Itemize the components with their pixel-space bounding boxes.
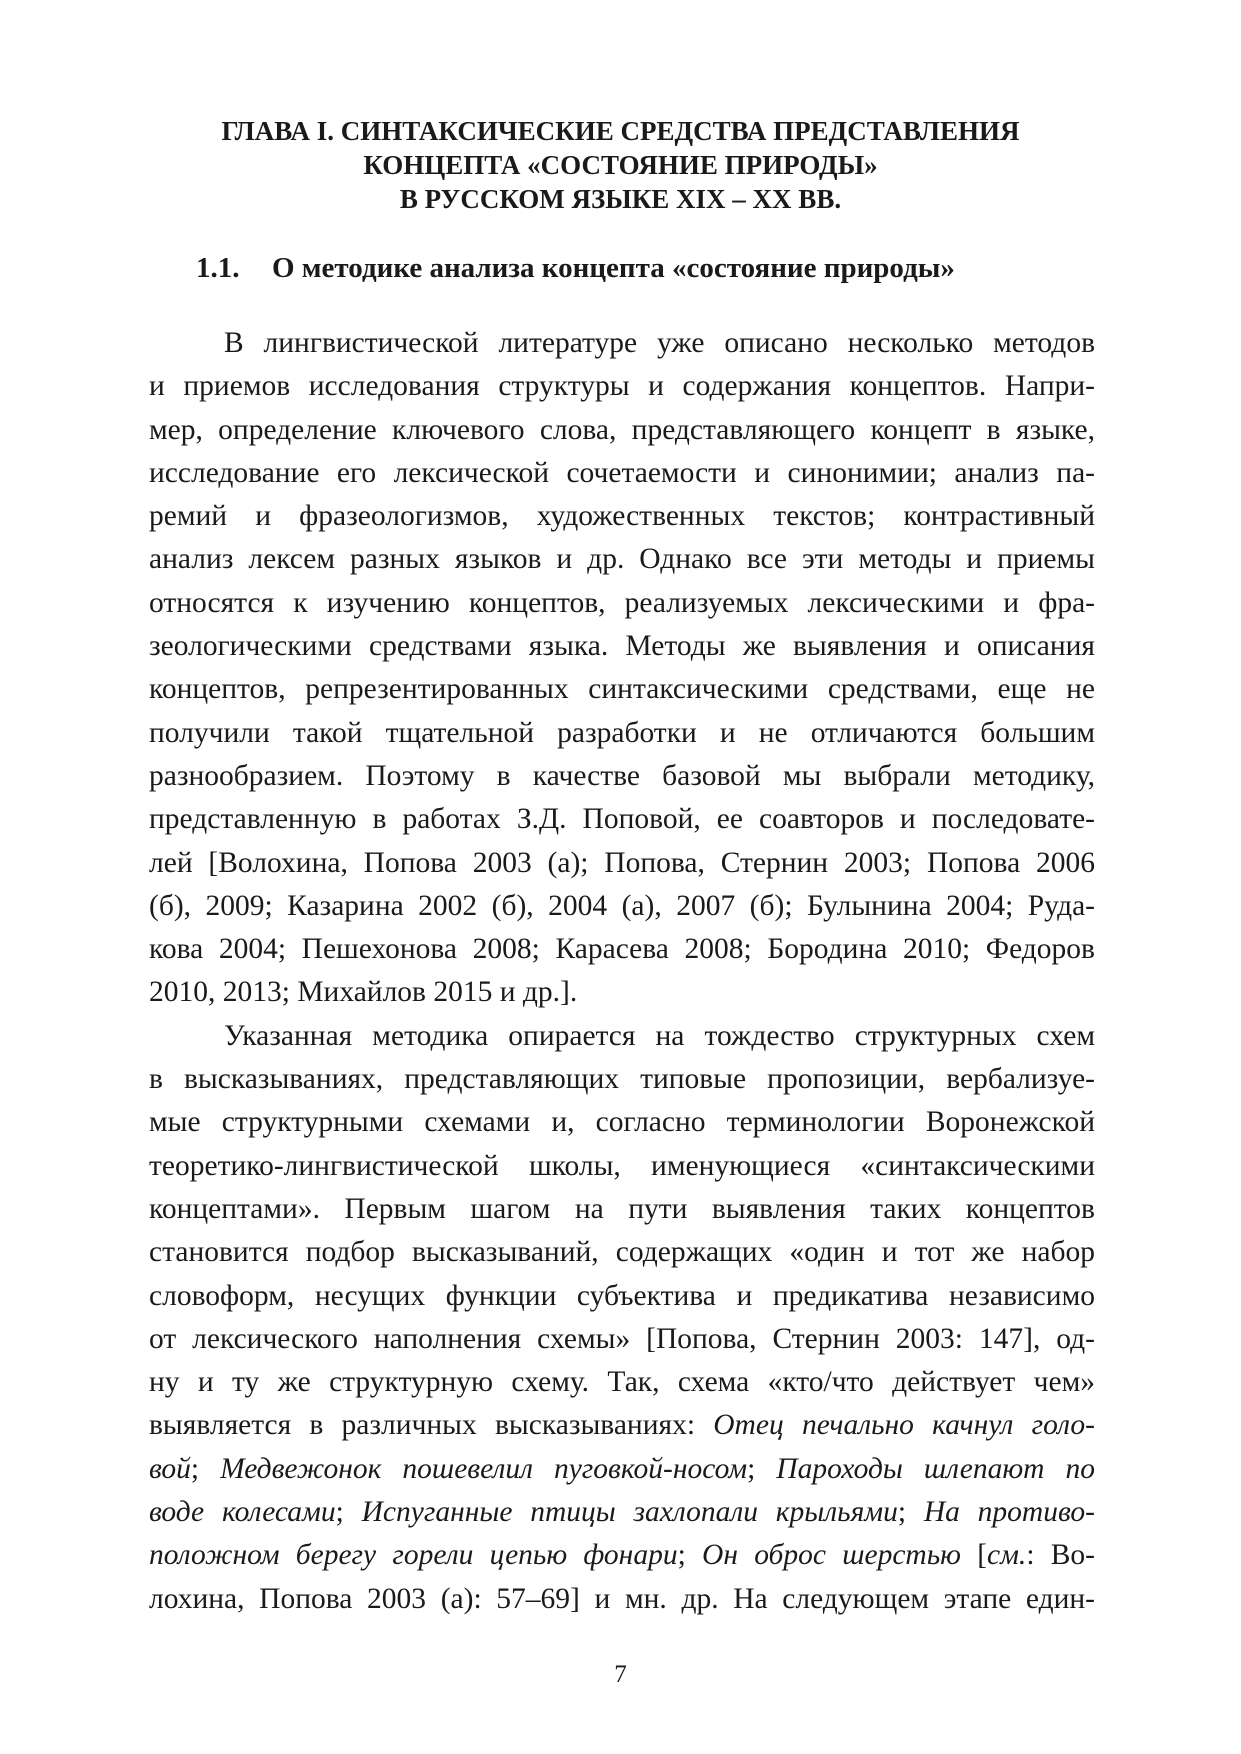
example-sentence: воде колесами bbox=[149, 1496, 336, 1529]
text-line: становится подбор высказываний, содержащих «один и тот же набор bbox=[149, 1236, 1095, 1269]
text-run: : Во- bbox=[1026, 1539, 1095, 1572]
text-line: разнообразием. Поэтому в качестве базовой мы выбрали методику, bbox=[149, 759, 1095, 792]
chapter-title-line: ГЛАВА I. СИНТАКСИЧЕСКИЕ СРЕДСТВА ПРЕДСТАВЛЕНИЯ bbox=[221, 116, 1020, 146]
chapter-title bbox=[140, 114, 1101, 216]
text-line bbox=[149, 1534, 1095, 1577]
text-line: получили такой тщательной разработки и не отличаются большим bbox=[149, 716, 1095, 749]
text-line: лей [Волохина, Попова 2003 (а); Попова, Стернин 2003; Попова 2006 bbox=[149, 846, 1095, 879]
example-sentence: вой bbox=[149, 1452, 191, 1485]
text-line: В лингвистической литературе уже описано несколько методов bbox=[224, 327, 1095, 359]
section-number: 1.1. bbox=[196, 252, 240, 284]
example-sentence: Отец печально качнул голо- bbox=[713, 1409, 1095, 1442]
text-line bbox=[149, 1448, 1095, 1491]
text-line: Указанная методика опирается на тождество структурных схем bbox=[224, 1019, 1095, 1052]
text-line: (б), 2009; Казарина 2002 (б), 2004 (а), 2007 (б); Булынина 2004; Руда- bbox=[149, 889, 1095, 922]
text-line: от лексического наполнения схемы» [Попова, Стернин 2003: 147], од- bbox=[149, 1322, 1095, 1355]
text-line: мер, определение ключевого слова, представляющего концепт в языке, bbox=[149, 413, 1095, 446]
text-run: ; bbox=[897, 1496, 924, 1529]
text-run: ; bbox=[747, 1452, 777, 1485]
text-line: представленную в работах З.Д. Поповой, ее соавторов и последовате- bbox=[149, 803, 1095, 836]
text-line: словоформ, несущих функции субъектива и предикатива независимо bbox=[149, 1279, 1095, 1312]
text-line: и приемов исследования структуры и содержания концептов. Напри- bbox=[149, 370, 1095, 403]
text-run: выявляется в различных высказываниях: bbox=[149, 1409, 714, 1442]
chapter-title-line: В РУССКОМ ЯЗЫКЕ XIX – XX ВВ. bbox=[399, 184, 842, 214]
text-run: ; bbox=[677, 1539, 703, 1572]
text-line: исследование его лексической сочетаемости и синонимии; анализ па- bbox=[149, 456, 1095, 489]
example-sentence: Медвежонок пошевелил пуговкой-носом bbox=[220, 1452, 748, 1485]
example-sentence: Испуганные птицы захлопали крыльями bbox=[361, 1496, 898, 1529]
text-line: ну и ту же структурную схему. Так, схема «кто/что действует чем» bbox=[149, 1366, 1095, 1399]
text-line: концептами». Первым шагом на пути выявления таких концептов bbox=[149, 1192, 1095, 1225]
section-heading bbox=[196, 250, 955, 286]
text-run: [ bbox=[960, 1539, 988, 1572]
example-sentence: Пароходы шлепают по bbox=[776, 1452, 1095, 1485]
text-line: лохина, Попова 2003 (а): 57–69] и мн. др. На следующем этапе един- bbox=[149, 1582, 1095, 1615]
citation-see: см. bbox=[987, 1539, 1027, 1572]
text-line bbox=[149, 1491, 1095, 1534]
text-line: теоретико-лингвистической школы, именующиеся «синтаксическими bbox=[149, 1149, 1095, 1182]
chapter-title-line: КОНЦЕПТА «СОСТОЯНИЕ ПРИРОДЫ» bbox=[363, 150, 878, 180]
text-line: кова 2004; Пешехонова 2008; Карасева 2008; Бородина 2010; Федоров bbox=[149, 933, 1095, 966]
page-number: 7 bbox=[614, 1661, 627, 1688]
section-title: О методике анализа концепта «состояние природы» bbox=[272, 252, 955, 284]
text-line: ремий и фразеологизмов, художественных текстов; контрастивный bbox=[149, 500, 1095, 533]
text-line bbox=[149, 1404, 1095, 1447]
paragraph bbox=[149, 1015, 1095, 1621]
text-line: в высказываниях, представляющих типовые пропозиции, вербализуе- bbox=[149, 1063, 1095, 1096]
text-run: ; bbox=[190, 1452, 221, 1485]
text-line: относятся к изучению концептов, реализуемых лексическими и фра- bbox=[149, 586, 1095, 619]
example-sentence: положном берегу горели цепью фонари bbox=[149, 1539, 678, 1572]
text-line: 2010, 2013; Михайлов 2015 и др.]. bbox=[149, 976, 578, 1009]
text-line: зеологическими средствами языка. Методы же выявления и описания bbox=[149, 630, 1095, 663]
text-line: мые структурными схемами и, согласно терминологии Воронежской bbox=[149, 1106, 1095, 1139]
example-sentence: На противо- bbox=[923, 1496, 1095, 1529]
paragraph bbox=[149, 322, 1095, 1015]
text-line: концептов, репрезентированных синтаксическими средствами, еще не bbox=[149, 673, 1095, 706]
text-line: анализ лексем разных языков и др. Однако все эти методы и приемы bbox=[149, 543, 1095, 576]
example-sentence: Он оброс шерстью bbox=[702, 1539, 961, 1572]
text-run: ; bbox=[335, 1496, 362, 1529]
body-text bbox=[149, 322, 1095, 1621]
